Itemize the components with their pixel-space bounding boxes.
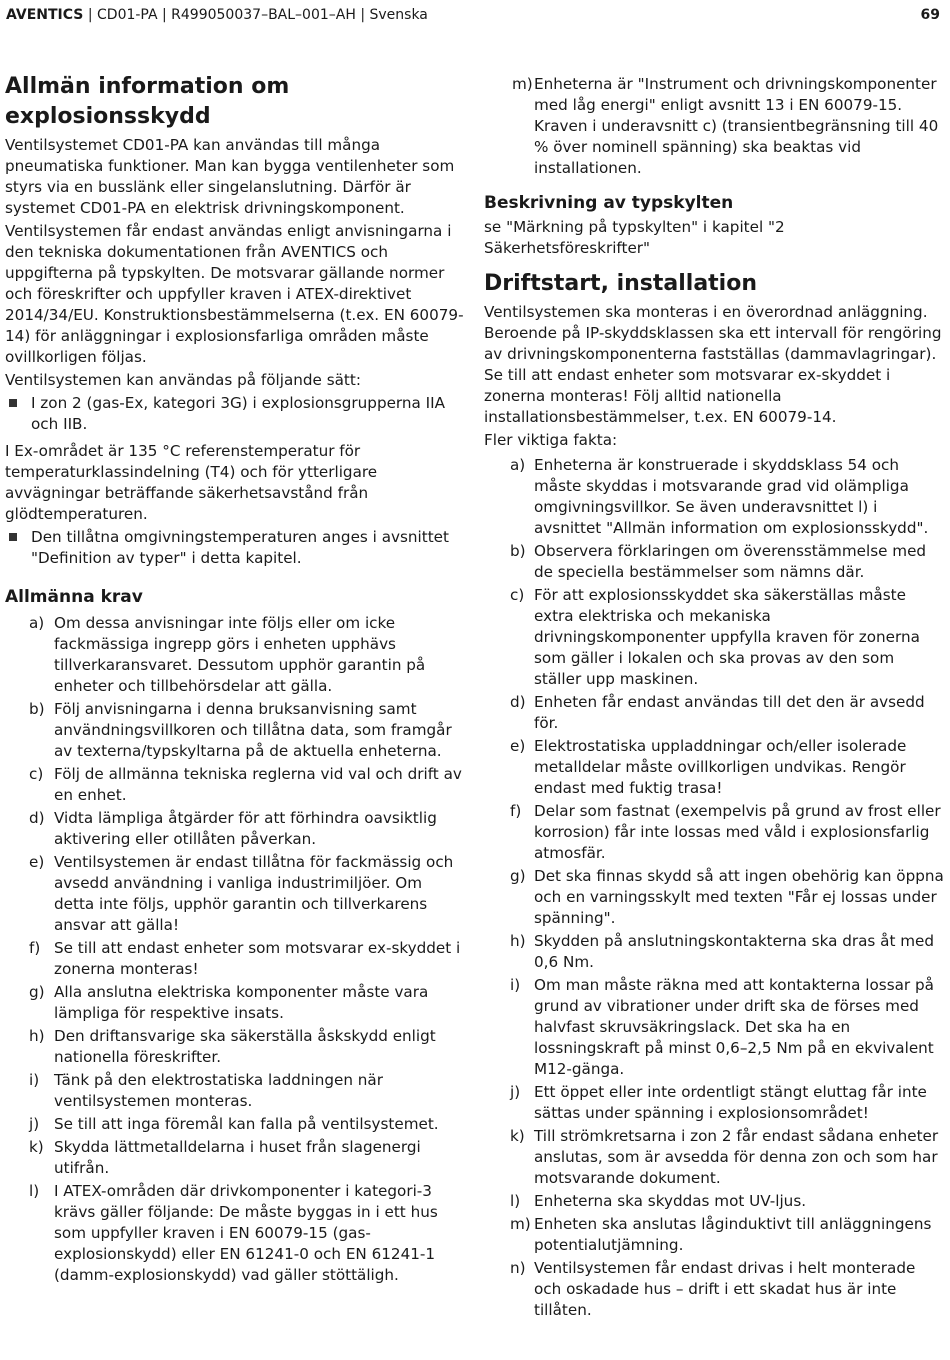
list-item-text: Skydda lättmetalldelarna i huset från slagenergi utifrån.	[54, 1138, 421, 1177]
list-item-label: i)	[510, 976, 521, 994]
list-item-text: Vidta lämpliga åtgärder för att förhindra oavsiktlig aktivering eller otillåten påverkan.	[54, 809, 437, 848]
list-item	[5, 1026, 465, 1068]
list-item-text: Elektrostatiska uppladdningar och/eller isolerade metalldelar måste ovillkorligen undvikas. Rengör endast med fuktig trasa!	[534, 737, 907, 797]
list-item	[5, 982, 465, 1024]
list-item-text: Om man måste räkna med att kontakterna lossar på grund av vibrationer under drift ska de förses med halvfast skruvsäkringslack. Det ska ha en lossningskraft på minst 0,6–2,5 Nm på en ekvivalent M12-gänga.	[534, 976, 934, 1078]
list-item-label: g)	[29, 983, 45, 1001]
list-item-label: k)	[510, 1127, 525, 1145]
list-item-text: Enheten får endast användas till det den är avsedd för.	[534, 693, 925, 732]
brand-name: AVENTICS	[6, 7, 84, 23]
paragraph: se "Märkning på typskylten" i kapitel "2 Säkerhetsföreskrifter"	[484, 218, 785, 257]
subsection-title-general-requirements: Allmänna krav	[5, 587, 143, 607]
list-item-label: l)	[510, 1192, 521, 1210]
list-item	[5, 1181, 465, 1286]
list-item	[5, 1137, 465, 1179]
list-item-label: a)	[29, 614, 45, 632]
bullet-text: Den tillåtna omgivningstemperaturen anges i avsnittet "Definition av typer" i detta kapitel.	[31, 528, 449, 567]
list-item-label: a)	[510, 456, 526, 474]
square-bullet-icon	[9, 533, 17, 541]
list-item-text: Ventilsystemen får endast drivas i helt monterade och oskadade hus – drift i ett skadat hus är inte tillåten.	[534, 1259, 916, 1319]
list-item-label: c)	[29, 765, 44, 783]
list-item-text: Observera förklaringen om överensstämmelse med de speciella bestämmelser som nämns där.	[534, 542, 927, 581]
left-column	[5, 72, 465, 1288]
list-item-text: Se till att endast enheter som motsvarar ex-skyddet i zonerna monteras!	[54, 939, 461, 978]
list-item-label: f)	[510, 802, 522, 820]
list-item	[484, 1191, 944, 1212]
list-item-label: m)	[512, 75, 533, 93]
paragraph: Ventilsystemet CD01-PA kan användas till många pneumatiska funktioner. Man kan bygga ventilenheter som styrs via en busslänk eller singelanslutning. Därför är systemet CD01-PA en elektrisk drivningskomponent.	[5, 136, 455, 217]
list-item-label: b)	[29, 700, 45, 718]
list-item	[484, 692, 944, 734]
list-item-label: e)	[510, 737, 526, 755]
list-item	[484, 541, 944, 583]
list-item-label: h)	[510, 932, 526, 950]
list-item-text: Enheterna ska skyddas mot UV-ljus.	[534, 1192, 807, 1210]
list-item-text: Följ anvisningarna i denna bruksanvisning samt användningsvillkoren och tillåtna data, som framgår av texterna/typskyltarna på de aktuella enheterna.	[54, 700, 452, 760]
facts-list	[484, 455, 944, 1321]
list-item-label: l)	[29, 1182, 40, 1200]
list-item	[484, 585, 944, 690]
list-item	[5, 1070, 465, 1112]
list-item-label: g)	[510, 867, 526, 885]
bullet-item	[5, 527, 465, 569]
paragraph: Ventilsystemen kan användas på följande sätt:	[5, 371, 361, 389]
list-item-label: f)	[29, 939, 41, 957]
list-item	[5, 1114, 465, 1135]
list-item-label: b)	[510, 542, 526, 560]
list-item	[484, 1258, 944, 1321]
list-item	[484, 455, 944, 539]
list-item-text: Delar som fastnat (exempelvis på grund av frost eller korrosion) får inte lossas med våld i explosionsfarlig atmosfär.	[534, 802, 941, 862]
header-brand-line	[6, 0, 428, 30]
list-item-label: d)	[29, 809, 45, 827]
list-item	[5, 938, 465, 980]
list-item-text: Det ska finnas skydd så att ingen obehörig kan öppna och en varningsskylt med texten "Får ej lossas under spänning".	[534, 867, 944, 927]
list-item-text: Till strömkretsarna i zon 2 får endast sådana enheter anslutas, som är avsedda för denna zon och som har motsvarande dokument.	[534, 1127, 939, 1187]
list-item-text: Den driftansvarige ska säkerställa åskskydd enligt nationella föreskrifter.	[54, 1027, 436, 1066]
list-item-label: e)	[29, 853, 45, 871]
page-header	[0, 0, 950, 30]
list-item-label: n)	[510, 1259, 526, 1277]
paragraph: Fler viktiga fakta:	[484, 431, 618, 449]
square-bullet-icon	[9, 399, 17, 407]
requirements-list	[5, 613, 465, 1286]
list-item	[5, 764, 465, 806]
list-item-label: j)	[510, 1083, 521, 1101]
list-item-label: c)	[510, 586, 525, 604]
list-item	[5, 699, 465, 762]
bullet-item	[5, 393, 465, 435]
list-item	[484, 975, 944, 1080]
list-item	[484, 74, 944, 179]
page-number: 69	[920, 7, 940, 23]
list-item-text: Enheterna är "Instrument och drivningskomponenter med låg energi" enligt avsnitt 13 i EN 60079-15. Kraven i underavsnitt c) (transientbegränsning till 40 % över nominell spänning) ska beaktas vid installationen.	[534, 75, 939, 177]
section-title-commissioning: Driftstart, installation	[484, 271, 758, 296]
list-item	[484, 1082, 944, 1124]
list-item	[484, 866, 944, 929]
list-item-text: Om dessa anvisningar inte följs eller om icke fackmässiga ingrepp görs i enheten upphävs tillverkaransvaret. Dessutom upphör garantin på enheter och tillbehörsdelar att gälla.	[54, 614, 426, 695]
list-item-text: För att explosionsskyddet ska säkerställas måste extra elektriska och mekaniska drivningskomponenter uppfylla kraven för zonerna som gäller i lokalen och ska provas av den som ställer upp maskinen.	[534, 586, 920, 688]
list-item-text: I ATEX-områden där drivkomponenter i kategori-3 krävs gäller följande: De måste byggas in i ett hus som uppfyller kraven i EN 60079-15 (gas-explosionskydd) eller EN 61241-0 och EN 61241-1 (damm-explosionskydd) vad gäller stöttäligh.	[54, 1182, 438, 1284]
bullet-text: I zon 2 (gas-Ex, kategori 3G) i explosionsgrupperna IIA och IIB.	[31, 394, 446, 433]
list-item-label: i)	[29, 1071, 40, 1089]
right-column	[484, 74, 944, 1323]
list-item	[484, 801, 944, 864]
list-item	[484, 736, 944, 799]
list-item-label: m)	[510, 1215, 531, 1233]
section-title-explosion-protection: Allmän information om explosionsskydd	[5, 74, 290, 129]
paragraph: I Ex-området är 135 °C referenstemperatur för temperaturklassindelning (T4) och för ytterligare avvägningar beträffande säkerhetsavstånd från glödtemperaturen.	[5, 442, 378, 523]
list-item-text: Skydden på anslutningskontakterna ska dras åt med 0,6 Nm.	[534, 932, 935, 971]
list-item-label: j)	[29, 1115, 40, 1133]
list-item-text: Se till att inga föremål kan falla på ventilsystemet.	[54, 1115, 439, 1133]
list-item-label: k)	[29, 1138, 44, 1156]
list-item-text: Ventilsystemen är endast tillåtna för fackmässig och avsedd användning i vanliga industrimiljöer. Om detta inte följs, upphör garantin och tillverkarens ansvar att gälla!	[54, 853, 454, 934]
list-item	[484, 931, 944, 973]
list-item-text: Enheten ska anslutas låginduktivt till anläggningens potentialutjämning.	[534, 1215, 932, 1254]
list-item-text: Enheterna är konstruerade i skyddsklass 54 och måste skyddas i motsvarande grad vid olämpliga omgivningsvillkor. Se även underavsnittet l) i avsnittet "Allmän information om explosionsskydd".	[534, 456, 929, 537]
document-meta: | CD01-PA | R499050037–BAL–001–AH | Svenska	[83, 7, 428, 23]
list-item	[484, 1126, 944, 1189]
list-item-text: Ett öppet eller inte ordentligt stängt eluttag får inte sättas under spänning i explosionsområdet!	[534, 1083, 927, 1122]
list-item	[5, 808, 465, 850]
paragraph: Ventilsystemen ska monteras i en överordnad anläggning. Beroende på IP-skyddsklassen ska ett intervall för rengöring av drivningskomponenterna fastställas (dammavlagringar). Se till att endast enheter som motsvarar ex-skyddet i zonerna monteras! Följ alltid nationella installationsbestämmelser, t.ex. EN 60079-14.	[484, 303, 942, 426]
list-item-text: Följ de allmänna tekniska reglerna vid val och drift av en enhet.	[54, 765, 462, 804]
list-item-text: Tänk på den elektrostatiska laddningen när ventilsystemen monteras.	[54, 1071, 383, 1110]
paragraph: Ventilsystemen får endast användas enligt anvisningarna i den tekniska dokumentationen från AVENTICS och uppgifterna på typskylten. De motsvarar gällande normer och föreskrifter och uppfyller kraven i ATEX-direktivet 2014/34/EU. Konstruktionsbestämmelserna (t.ex. EN 60079-14) för anläggningar i explosionsfarliga områden måste ovillkorligen följas.	[5, 222, 464, 366]
subsection-title-typeplate: Beskrivning av typskylten	[484, 193, 734, 213]
list-item-label: h)	[29, 1027, 45, 1045]
list-item-text: Alla anslutna elektriska komponenter måste vara lämpliga för respektive insats.	[54, 983, 429, 1022]
list-item	[484, 1214, 944, 1256]
list-item	[5, 852, 465, 936]
list-item-label: d)	[510, 693, 526, 711]
list-item	[5, 613, 465, 697]
